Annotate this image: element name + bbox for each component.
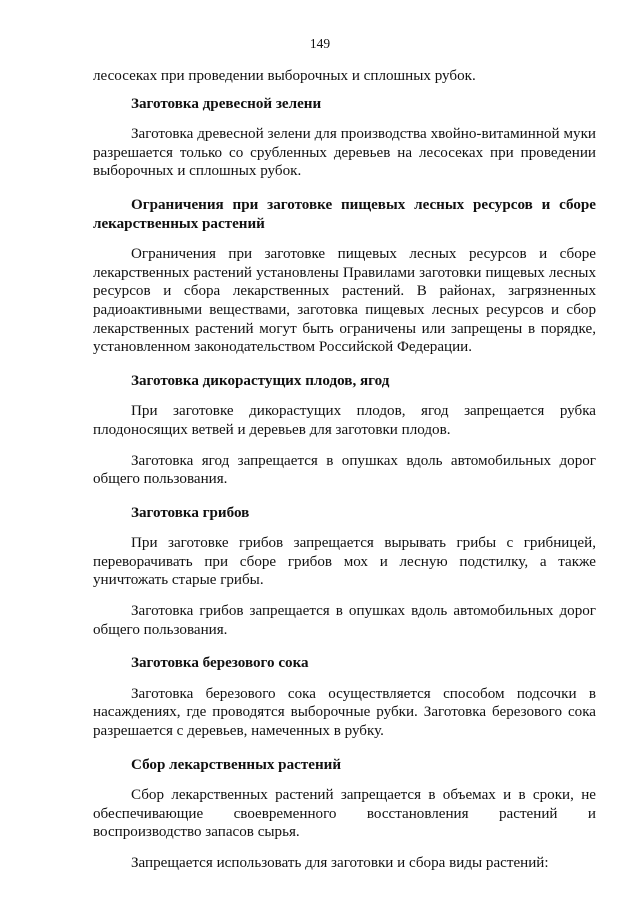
- section-heading: Заготовка грибов: [131, 504, 250, 521]
- paragraph: При заготовке дикорастущих плодов, ягод запрещается рубка плодоносящих ветвей и деревьев для заготовки плодов.: [93, 403, 596, 438]
- paragraph: Ограничения при заготовке пищевых лесных ресурсов и сборе лекарственных растений установлены Правилами заготовки пищевых лесных ресурсов и сбора лекарственных растений. В районах, загрязненных радиоактивными веществами, заготовка пищевых лесных ресурсов и сбор лекарственных растений могут быть ограничены или запрещены в порядке, установленном законодательством Российской Федерации.: [93, 246, 596, 356]
- section-heading: Заготовка дикорастущих плодов, ягод: [131, 372, 390, 389]
- paragraph: Заготовка ягод запрещается в опушках вдоль автомобильных дорог общего пользования.: [93, 452, 596, 488]
- paragraph: лесосеках при проведении выборочных и сплошных рубок.: [93, 68, 476, 84]
- page-number: 149: [309, 36, 331, 51]
- paragraph: Сбор лекарственных растений запрещается в объемах и в сроки, не обеспечивающие своевременного восстановления растений и воспроизводство запасов сырья.: [93, 787, 596, 841]
- section-heading: Заготовка древесной зелени: [131, 95, 322, 112]
- paragraph: Заготовка грибов запрещается в опушках вдоль автомобильных дорог общего пользования.: [93, 603, 596, 638]
- section-heading: Сбор лекарственных растений: [131, 756, 342, 773]
- section-heading: Ограничения при заготовке пищевых лесных ресурсов и сборе лекарственных растений: [93, 196, 596, 232]
- paragraph: Заготовка древесной зелени для производства хвойно-витаминной муки разрешается только со срубленных деревьев на лесосеках при проведении выборочных и сплошных рубок.: [93, 126, 596, 180]
- paragraph: Заготовка березового сока осуществляется способом подсочки в насаждениях, где проводятся выборочные рубки. Заготовка березового сока разрешается с деревьев, намеченных в рубку.: [93, 685, 596, 740]
- paragraph: Запрещается использовать для заготовки и сбора виды растений:: [131, 855, 549, 871]
- section-heading: Заготовка березового сока: [131, 655, 309, 672]
- paragraph: При заготовке грибов запрещается вырывать грибы с грибницей, переворачивать при сборе грибов мох и лесную подстилку, а также уничтожать старые грибы.: [93, 535, 596, 589]
- page-content: [93, 67, 596, 873]
